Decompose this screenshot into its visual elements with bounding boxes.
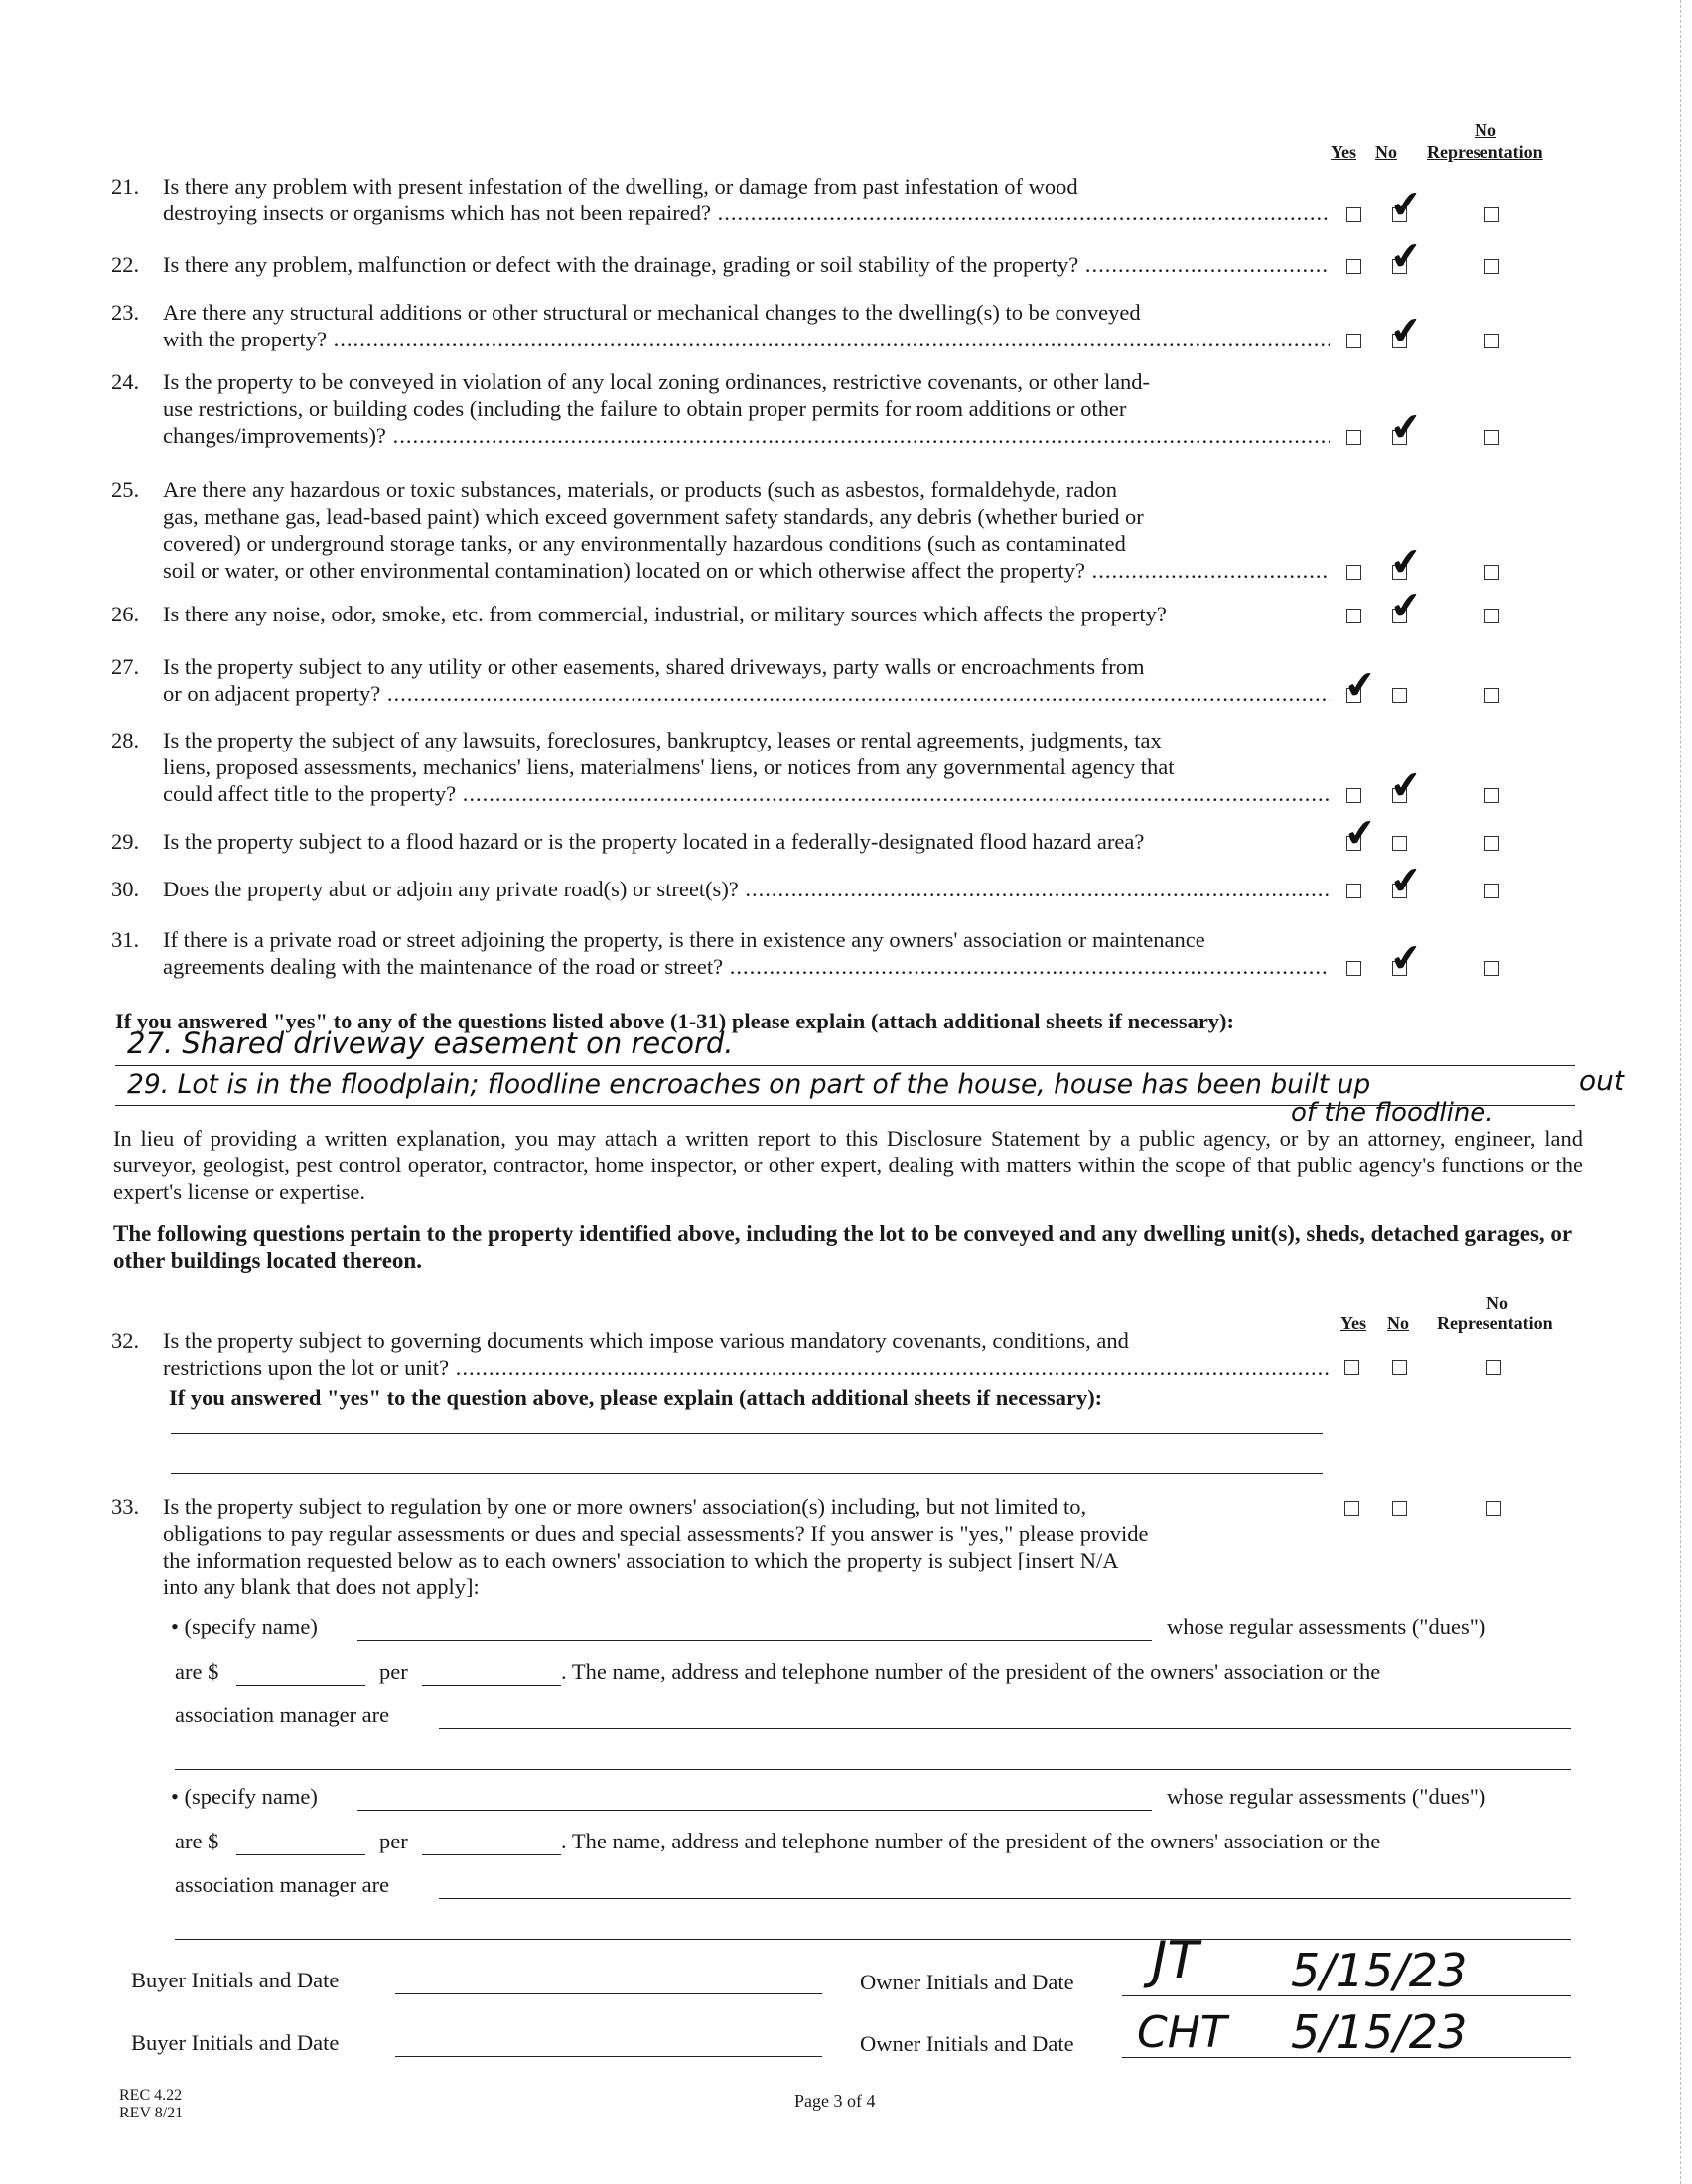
question-32-line-1: Is the property subject to governing documents which impose various mandatory covenants, conditions, and [163, 1328, 1129, 1353]
question-text-line [163, 828, 1330, 855]
q31-norep-checkbox[interactable] [1484, 961, 1499, 976]
handwritten-line-27: 27. Shared driveway easement on record. [127, 1026, 734, 1060]
assoc2-manager-field[interactable] [439, 1898, 1571, 1899]
question-text [163, 299, 1330, 352]
assoc2-name-address-text: . The name, address and telephone number of the president of the owners' association or the [561, 1829, 1381, 1853]
question-text-line-content: If there is a private road or street adjoining the property, is there in existence any owners' association or maintenance [163, 927, 1205, 952]
q32-explain-line-1[interactable] [171, 1433, 1323, 1434]
question-text-line-content: Is the property subject to a flood hazard or is the property located in a federally-designated flood hazard area? [163, 829, 1145, 854]
question-text-line-content: or on adjacent property? [163, 681, 381, 706]
q26-norep-checkbox[interactable] [1484, 609, 1499, 623]
q29-no-checkbox[interactable] [1392, 836, 1407, 851]
footer-revision: REV 8/21 [119, 2105, 184, 2121]
question-number: 21. [111, 174, 140, 199]
checkmark-icon: ✔ [1387, 582, 1425, 629]
question-text-line-content: Are there any hazardous or toxic substances, materials, or products (such as asbestos, formaldehyde, radon [163, 478, 1117, 502]
assoc1-are-label: are $ [175, 1659, 219, 1684]
question-text-line [163, 326, 1330, 352]
question-text-line [163, 601, 1330, 627]
explain-prompt: If you answered "yes" to any of the questions listed above (1-31) please explain (attach additional sheets if necessary): [115, 1009, 1235, 1033]
q32-explain-line-2[interactable] [171, 1473, 1323, 1474]
assoc1-whose-label: whose regular assessments ("dues") [1167, 1614, 1486, 1639]
assoc1-specify-label: • (specify name) [171, 1614, 318, 1639]
assoc1-manager-label: association manager are [175, 1703, 390, 1727]
owner-initials-label-2: Owner Initials and Date [860, 2031, 1074, 2056]
q30-norep-checkbox[interactable] [1484, 884, 1499, 898]
question-text-line-content: Is there any problem with present infestation of the dwelling, or damage from past infestation of wood [163, 174, 1078, 199]
q27-no-checkbox[interactable] [1392, 688, 1407, 703]
explain-underline-1 [115, 1065, 1575, 1066]
assoc2-manager-field-2[interactable] [175, 1939, 1571, 1940]
question-number: 24. [111, 369, 140, 394]
checkmark-icon: ✔ [1387, 181, 1425, 228]
assoc1-manager-field-2[interactable] [175, 1769, 1571, 1770]
question-text [163, 727, 1330, 807]
q24-yes-checkbox[interactable] [1346, 430, 1361, 445]
question-32-line-2-text: restrictions upon the lot or unit? [163, 1355, 450, 1380]
question-text-line [163, 299, 1330, 326]
question-text-line-content: destroying insects or organisms which has not been repaired? [163, 201, 711, 225]
following-paragraph: The following questions pertain to the property identified above, including the lot to be conveyed and any dwelling unit(s), sheds, detached garages, or other buildings located thereon. [113, 1221, 1572, 1273]
question-text-line-content: with the property? [163, 327, 327, 351]
q33-no-checkbox[interactable] [1392, 1501, 1407, 1516]
question-text-line [163, 926, 1330, 953]
question-text-line-content: agreements dealing with the maintenance of the road or street? [163, 954, 724, 979]
owner1-date-signature: 5/15/23 [1291, 1944, 1468, 1997]
assoc2-amount-field[interactable] [236, 1854, 365, 1855]
question-number: 28. [111, 728, 140, 752]
footer-form-number: REC 4.22 [119, 2087, 183, 2104]
handwritten-line-29-cont: of the floodline. [1291, 1098, 1494, 1128]
q32-yes-checkbox[interactable] [1344, 1360, 1359, 1375]
question-text-line [163, 173, 1330, 200]
question-text-line-content: Is there any problem, malfunction or defect with the drainage, grading or soil stability of the property? [163, 252, 1079, 277]
question-text-line-content: Are there any structural additions or other structural or mechanical changes to the dwelling(s) to be conveyed [163, 300, 1141, 325]
q22-norep-checkbox[interactable] [1484, 259, 1499, 274]
question-text-line [163, 200, 1330, 226]
assoc1-per-field[interactable] [422, 1685, 561, 1686]
assoc2-manager-label: association manager are [175, 1872, 390, 1897]
assoc1-manager-field[interactable] [439, 1728, 1571, 1729]
buyer-initials-label-1: Buyer Initials and Date [131, 1968, 340, 1992]
question-text [163, 601, 1330, 627]
checkmark-icon: ✔ [1341, 661, 1379, 709]
assoc1-name-field[interactable] [357, 1640, 1152, 1641]
question-33-number: 33. [111, 1494, 140, 1519]
question-text-line-content: Is there any noise, odor, smoke, etc. from commercial, industrial, or military sources which affects the property? [163, 602, 1167, 626]
buyer-initials-label-2: Buyer Initials and Date [131, 2030, 340, 2055]
question-text-line-content: covered) or underground storage tanks, or any environmentally hazardous conditions (such as contaminated [163, 531, 1126, 556]
owner2-date-signature: 5/15/23 [1291, 2005, 1468, 2059]
question-text [163, 368, 1330, 449]
question-number: 27. [111, 654, 140, 679]
question-text-line [163, 368, 1330, 395]
q26-yes-checkbox[interactable] [1346, 609, 1361, 623]
question-text-line [163, 251, 1330, 278]
assoc1-amount-field[interactable] [236, 1685, 365, 1686]
q32-norep-checkbox[interactable] [1486, 1360, 1501, 1375]
q33-norep-checkbox[interactable] [1486, 1501, 1501, 1516]
question-33-line-4: into any blank that does not apply]: [163, 1574, 480, 1599]
q23-yes-checkbox[interactable] [1346, 334, 1361, 348]
q30-yes-checkbox[interactable] [1346, 884, 1361, 898]
handwritten-line-29: 29. Lot is in the floodplain; floodline encroaches on part of the house, house has been built up [127, 1069, 1371, 1100]
q32-explain-prompt: If you answered "yes" to the question above, please explain (attach additional sheets if necessary): [169, 1385, 1103, 1410]
question-text-line [163, 395, 1330, 422]
owner-initials-label-1: Owner Initials and Date [860, 1970, 1074, 1994]
question-text-line-content: Is the property subject to any utility or other easements, shared driveways, party walls or encroachments from [163, 654, 1145, 679]
question-text-line [163, 503, 1330, 530]
buyer-initials-field-2[interactable] [395, 2056, 822, 2057]
question-number: 29. [111, 829, 140, 854]
question-text-line-content: changes/improvements)? [163, 423, 386, 448]
question-text-line-content: use restrictions, or building codes (including the failure to obtain proper permits for room additions or other [163, 396, 1127, 421]
q32-col-header-yes: Yes [1340, 1313, 1366, 1333]
q32-col-header-representation: Representation [1437, 1313, 1553, 1333]
q24-norep-checkbox[interactable] [1484, 430, 1499, 445]
question-32-number: 32. [111, 1328, 140, 1353]
buyer-initials-field-1[interactable] [395, 1993, 822, 1994]
lieu-paragraph: In lieu of providing a written explanation, you may attach a written report to this Disclosure Statement by a public agency, or by an attorney, engineer, land surveyor, geologist, pest control operator, contractor, home inspector, or other expert, dealing with matters within the scope of that public agency's functions or the expert's license or expertise. [113, 1126, 1583, 1204]
col-header-representation: Representation [1427, 142, 1543, 162]
col-header-no-rep-top: No [1475, 120, 1496, 140]
question-text [163, 653, 1330, 707]
question-text [163, 926, 1330, 980]
question-33-line-2: obligations to pay regular assessments or dues and special assessments? If you answer is "yes," please provide [163, 1521, 1149, 1546]
question-text-line-content: gas, methane gas, lead-based paint) which exceed government safety standards, any debris (whether buried or [163, 504, 1144, 529]
assoc1-per-label: per [379, 1659, 408, 1684]
question-33-line-1: Is the property subject to regulation by one or more owners' association(s) including, but not limited to, [163, 1494, 1087, 1519]
footer-page-number: Page 3 of 4 [794, 2091, 876, 2111]
q28-yes-checkbox[interactable] [1346, 788, 1361, 803]
question-text-line [163, 876, 1330, 902]
q21-norep-checkbox[interactable] [1484, 207, 1499, 222]
q31-yes-checkbox[interactable] [1346, 961, 1361, 976]
question-number: 25. [111, 478, 140, 502]
handwritten-line-29-tail: out [1579, 1064, 1624, 1097]
owner1-initials-signature: JT [1152, 1931, 1199, 1990]
checkmark-icon: ✔ [1341, 809, 1379, 857]
question-text-line [163, 477, 1330, 503]
question-text [163, 876, 1330, 902]
assoc2-per-field[interactable] [422, 1854, 561, 1855]
assoc1-name-address-text: . The name, address and telephone number of the president of the owners' association or the [561, 1659, 1381, 1684]
assoc2-specify-label: • (specify name) [171, 1784, 318, 1809]
question-text-line-content: soil or water, or other environmental contamination) located on or which otherwise affect the property? [163, 558, 1085, 583]
checkmark-icon: ✔ [1387, 761, 1425, 809]
question-text-line-content: Does the property abut or adjoin any private road(s) or street(s)? [163, 877, 739, 901]
question-33-text [163, 1493, 1330, 1600]
q22-yes-checkbox[interactable] [1346, 259, 1361, 274]
checkmark-icon: ✔ [1387, 538, 1425, 586]
q32-no-checkbox[interactable] [1392, 1360, 1407, 1375]
question-text-line-content: could affect title to the property? [163, 781, 457, 806]
scan-edge-line [1680, 0, 1681, 2184]
question-33-line-3: the information requested below as to each owners' association to which the property is subject [insert N/A [163, 1548, 1119, 1572]
q28-norep-checkbox[interactable] [1484, 788, 1499, 803]
owner2-initials-signature: CHT [1137, 2007, 1227, 2058]
question-number: 30. [111, 877, 140, 901]
question-number: 26. [111, 602, 140, 626]
question-text-line [163, 727, 1330, 753]
checkmark-icon: ✔ [1387, 307, 1425, 354]
question-text-line [163, 557, 1330, 584]
q27-norep-checkbox[interactable] [1484, 688, 1499, 703]
question-32-text [163, 1327, 1330, 1381]
question-number: 23. [111, 300, 140, 325]
question-text-line [163, 422, 1330, 449]
question-number: 22. [111, 252, 140, 277]
question-text-line [163, 653, 1330, 680]
question-text-line [163, 530, 1330, 557]
q21-yes-checkbox[interactable] [1346, 207, 1361, 222]
assoc2-name-field[interactable] [357, 1810, 1152, 1811]
question-text-line [163, 953, 1330, 980]
assoc2-are-label: are $ [175, 1829, 219, 1853]
col-header-yes: Yes [1331, 142, 1356, 162]
question-text-line [163, 680, 1330, 707]
question-text-line-content: Is the property the subject of any lawsuits, foreclosures, bankruptcy, leases or rental agreements, judgments, tax [163, 728, 1162, 752]
question-text [163, 251, 1330, 278]
col-header-no: No [1375, 142, 1397, 162]
question-text-line [163, 780, 1330, 807]
question-text-line-content: liens, proposed assessments, mechanics' liens, materialmens' liens, or notices from any governmental agency that [163, 754, 1175, 779]
question-text-line-content: Is the property to be conveyed in violation of any local zoning ordinances, restrictive covenants, or other land- [163, 369, 1151, 394]
checkmark-icon: ✔ [1387, 232, 1425, 280]
question-text [163, 828, 1330, 855]
question-text [163, 173, 1330, 226]
question-text-line [163, 753, 1330, 780]
q32-col-header-no: No [1387, 1313, 1409, 1333]
q25-norep-checkbox[interactable] [1484, 565, 1499, 580]
question-text [163, 477, 1330, 584]
q23-norep-checkbox[interactable] [1484, 334, 1499, 348]
assoc2-whose-label: whose regular assessments ("dues") [1167, 1784, 1486, 1809]
q29-norep-checkbox[interactable] [1484, 836, 1499, 851]
q25-yes-checkbox[interactable] [1346, 565, 1361, 580]
assoc2-per-label: per [379, 1829, 408, 1853]
question-32-line-2 [163, 1354, 1330, 1381]
question-number: 31. [111, 927, 140, 952]
q32-col-header-no-top: No [1486, 1294, 1508, 1313]
checkmark-icon: ✔ [1387, 934, 1425, 982]
checkmark-icon: ✔ [1387, 403, 1425, 451]
q33-yes-checkbox[interactable] [1344, 1501, 1359, 1516]
checkmark-icon: ✔ [1387, 857, 1425, 904]
